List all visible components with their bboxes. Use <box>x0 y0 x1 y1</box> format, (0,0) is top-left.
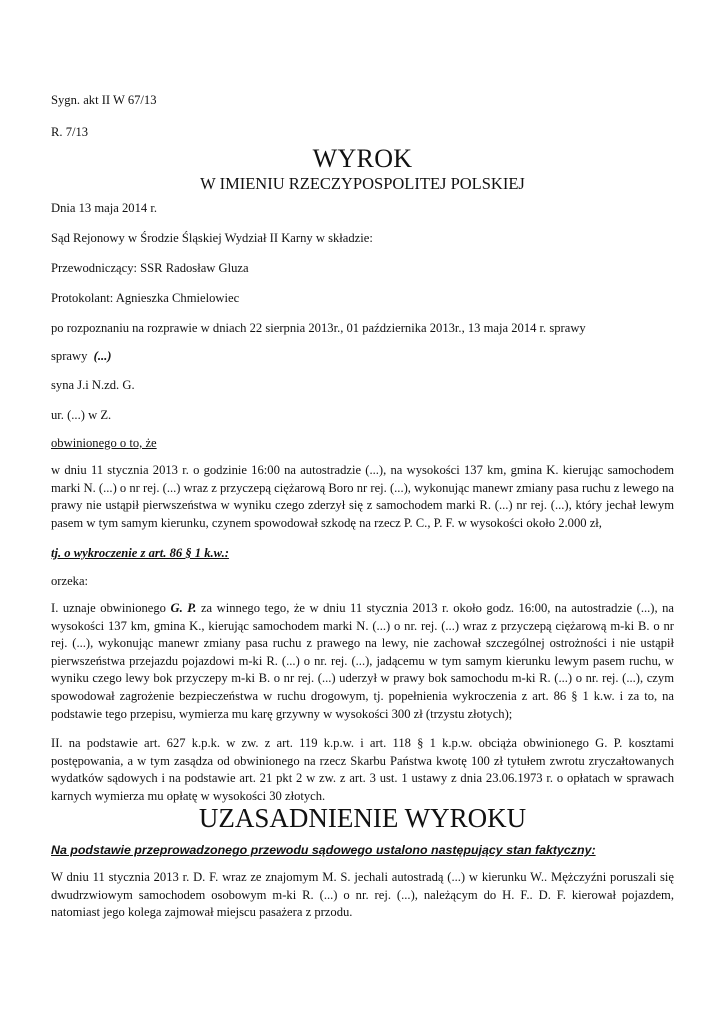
case-label: sprawy <box>51 349 88 363</box>
justification-heading: Na podstawie przeprowadzonego przewodu sądowego ustalono następujący stan faktyczny: <box>51 843 596 857</box>
verdict-point-1-post: za winnego tego, że w dniu 11 stycznia 2013 r. około godz. 16:00, na autostradzie (...), na wysokości 137 km, gmina K., kierując samochodem marki N. (...) o nr. rej. (...) wraz z przyczepą ciężarową m-ki B. o nr rej. (...), wykonując manewr zmiany pasa ruchu z prawego na lewy, nie zachował szczególnej ostrożności i nie ustąpił pierwszeństwa przejazdu pojazdowi m-ki R. (...) o nr. rej. (...), jadącemu w tym samym kierunku lewym pasem ruchu, w wyniku czego lewy bok przyczepy m-ki B. o nr rej. (...) uderzył w prawy bok samochodu m-ki R. (...) o nr. rej. (...), czym spowodował zagrożenie bezpieczeństwa w ruchu drogowym, tj. popełnienia wykroczenia z art. 86 § 1 k.w. i za to, na podstawie tego przepisu, wymierza mu karę grzywny w wysokości 300 zł (trzystu złotych); <box>51 601 674 721</box>
verdict-point-2: II. na podstawie art. 627 k.p.k. w zw. z art. 119 k.p.w. i art. 118 § 1 k.p.w. obciąża obwinionego G. P. kosztami postępowania, a w tym zasądza od obwinionego na rzecz Skarbu Państwa kwotę 100 zł tytułem zwrotu zryczałtowanych wydatków sądowych i na podstawie art. 21 pkt 2 w zw. z art. 3 ust. 1 ustawy z dnia 23.06.1973 r. o opłatach w sprawach karnych wymierza mu opłatę w wysokości 30 złotych. <box>51 736 674 803</box>
case-name: (...) <box>93 349 112 363</box>
document-subtitle: W IMIENIU RZECZYPOSPOLITEJ POLSKIEJ <box>200 174 525 193</box>
hearing-dates: po rozpoznaniu na rozprawie w dniach 22 sierpnia 2013r., 01 października 2013r., 13 maja 2014 r. sprawy <box>51 321 586 335</box>
document-title: WYROK <box>312 144 413 173</box>
orders-label: orzeka: <box>51 574 89 588</box>
accusation-label: obwinionego o to, że <box>51 436 157 450</box>
verdict-point-1-pre: I. uznaje obwinionego <box>51 601 171 615</box>
case-signature: Sygn. akt II W 67/13 <box>51 93 157 107</box>
case-line <box>51 348 112 364</box>
case-reference: R. 7/13 <box>51 125 89 139</box>
justification-title: UZASADNIENIE WYROKU <box>198 803 527 833</box>
parentage: syna J.i N.zd. G. <box>51 378 135 392</box>
court-clerk: Protokolant: Agnieszka Chmielowiec <box>51 291 240 305</box>
birth-info: ur. (...) w Z. <box>51 408 112 422</box>
justification-body: W dniu 11 stycznia 2013 r. D. F. wraz ze znajomym M. S. jechali autostradą (...) w kierunku W.. Mężczyźni poruszali się dwudrzwiowym samochodem osobowym m-ki R. (...) o nr. rej. (...), należącym do H. F.. D. F. kierował pojazdem, natomiast jego kolega zajmował miejscu pasażera z przodu. <box>51 870 674 920</box>
defendant-name: G. P. <box>170 601 197 615</box>
verdict-point-1 <box>51 600 674 723</box>
offense-qualification: tj. o wykroczenie z art. 86 § 1 k.w.: <box>51 546 229 560</box>
charge-description: w dniu 11 stycznia 2013 r. o godzinie 16:00 na autostradzie (...), na wysokości 137 km, gmina K. kierując samochodem marki N. (...) o nr rej. (...) wraz z przyczepą ciężarową Boro nr rej. (...), wykonując manewr zmiany pasa ruchu z lewego na prawy nie ustąpił pierwszeństwa w wyniku czego zderzył się z samochodem marki R. (...) nr rej. (...), który jechał lewym pasem w tym samym kierunku, czynem spowodował szkodę na rzecz P. C., P. F. w wysokości około 2.000 zł, <box>51 463 674 530</box>
verdict-date: Dnia 13 maja 2014 r. <box>51 201 157 215</box>
court-composition: Sąd Rejonowy w Środzie Śląskiej Wydział II Karny w składzie: <box>51 231 373 245</box>
presiding-judge: Przewodniczący: SSR Radosław Gluza <box>51 261 249 275</box>
